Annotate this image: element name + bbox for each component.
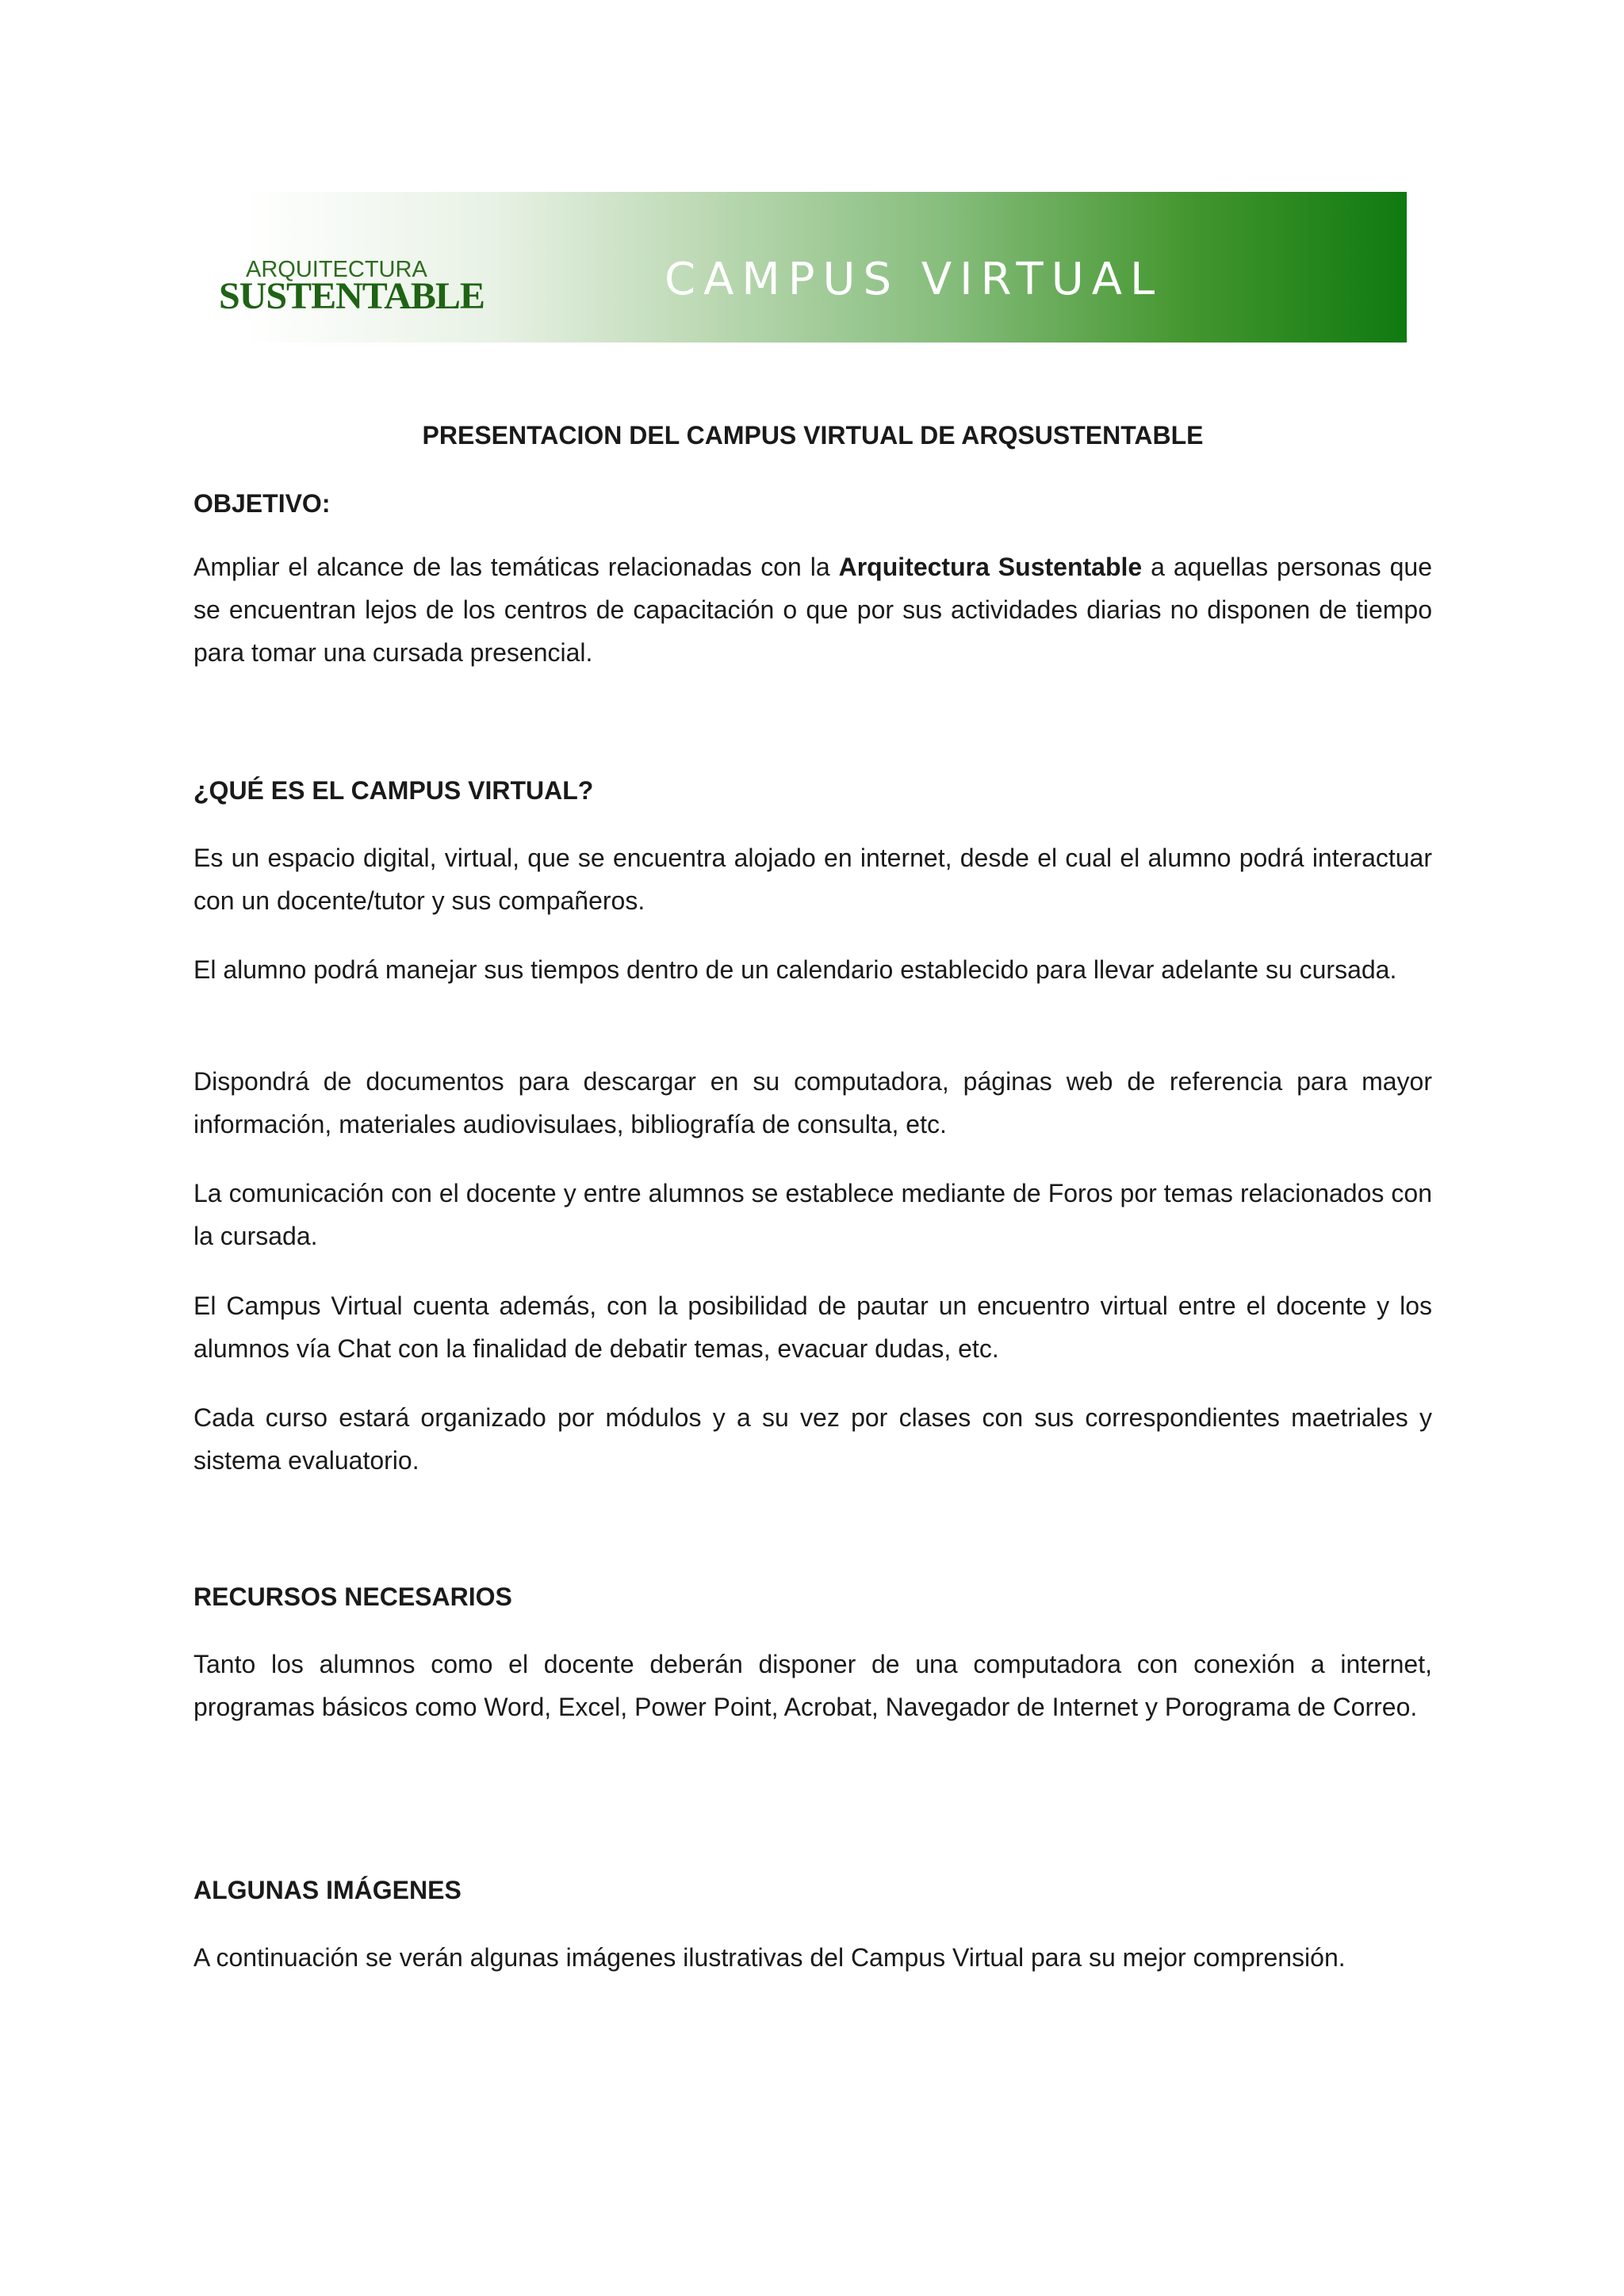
objetivo-paragraph — [193, 545, 1432, 674]
logo-line1: ARQUITECTURA — [246, 257, 427, 282]
campus-paragraph-6: Cada curso estará organizado por módulos y a su vez por clases con sus correspondientes maetriales y sistema evaluatorio. — [193, 1403, 1432, 1475]
logo-line2: SUSTENTABLE — [219, 275, 485, 317]
imagenes-heading: ALGUNAS IMÁGENES — [193, 1876, 462, 1904]
campus-paragraph-1: Es un espacio digital, virtual, que se encuentra alojado en internet, desde el cual el alumno podrá interactuar con un docente/tutor y sus compañeros. — [193, 844, 1432, 915]
arquitectura-sustentable-logo — [219, 257, 485, 320]
campus-paragraph-2: El alumno podrá manejar sus tiempos dentro de un calendario establecido para llevar adelante su cursada. — [193, 955, 1397, 984]
objetivo-text-before: Ampliar el alcance de las temáticas relacionadas con la — [193, 553, 839, 581]
campus-paragraph-3: Dispondrá de documentos para descargar en su computadora, páginas web de referencia para mayor información, materiales audiovisulaes, bibliografía de consulta, etc. — [193, 1067, 1432, 1138]
recursos-heading: RECURSOS NECESARIOS — [193, 1582, 512, 1611]
document-title: PRESENTACION DEL CAMPUS VIRTUAL DE ARQSUSTENTABLE — [422, 421, 1204, 450]
campus-banner — [197, 192, 1407, 342]
imagenes-paragraph: A continuación se verán algunas imágenes ilustrativas del Campus Virtual para su mejor comprensión. — [193, 1943, 1346, 1972]
objetivo-text-bold: Arquitectura Sustentable — [838, 553, 1143, 581]
campus-paragraph-4: La comunicación con el docente y entre alumnos se establece mediante de Foros por temas relacionados con la cursada. — [193, 1179, 1432, 1250]
banner-title: CAMPUS VIRTUAL — [665, 254, 1163, 305]
objetivo-heading: OBJETIVO: — [193, 489, 331, 518]
campus-paragraph-5: El Campus Virtual cuenta además, con la posibilidad de pautar un encuentro virtual entre el docente y los alumnos vía Chat con la finalidad de debatir temas, evacuar dudas, etc. — [193, 1292, 1432, 1363]
recursos-paragraph: Tanto los alumnos como el docente deberán disponer de una computadora con conexión a internet, programas básicos como Word, Excel, Power Point, Acrobat, Navegador de Internet y Porograma de Correo. — [193, 1650, 1432, 1721]
campus-heading: ¿QUÉ ES EL CAMPUS VIRTUAL? — [193, 776, 594, 805]
objetivo-text-after: a aquellas personas que se encuentran lejos de los centros de capacitación o que por sus actividades diarias no disponen de tiempo para tomar una cursada presencial. — [193, 553, 1433, 667]
